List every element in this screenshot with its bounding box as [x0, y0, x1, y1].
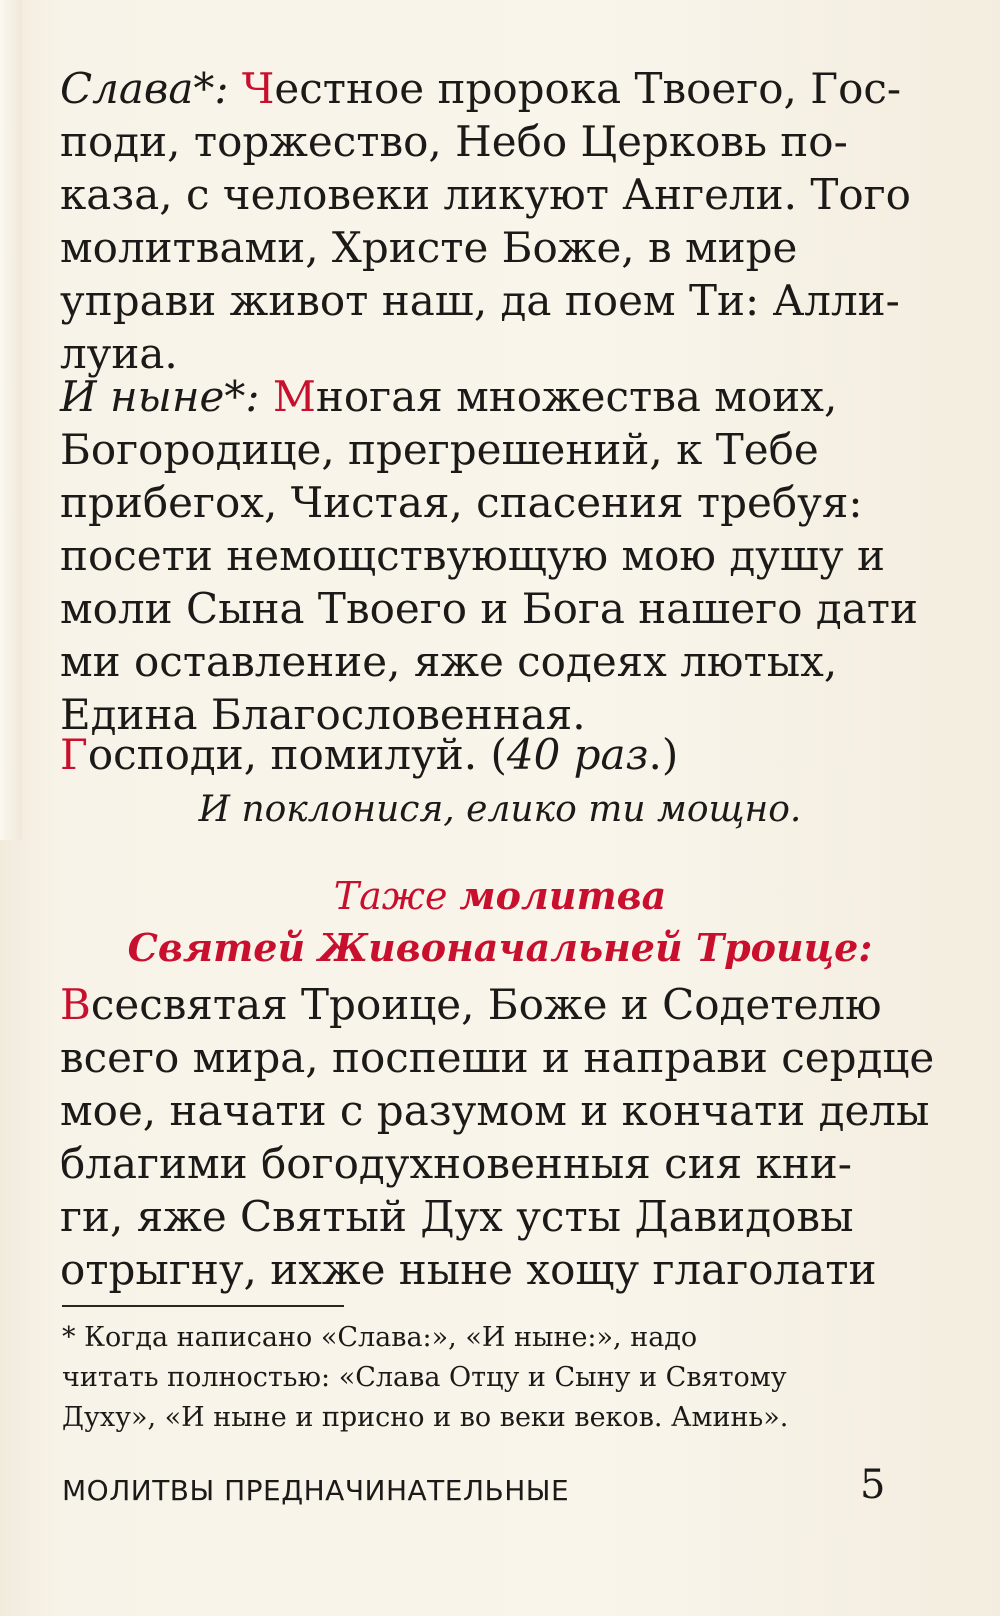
slava-label: Слава*: [60, 64, 229, 113]
slava-line-2: поди, торжество, Небо Церковь по- [60, 117, 848, 166]
repeat-count: 40 раз [506, 730, 649, 779]
trinity-line-4: благими богодухновенныя сия кни- [60, 1139, 852, 1188]
page-edge [0, 0, 22, 840]
slava-initial: Ч [241, 64, 275, 113]
footnote-line-2: читать полностью: «Слава Отцу и Сыну и Святому [62, 1362, 787, 1393]
footnote-line-3: Духу», «И ныне и присно и во веки веков. Аминь». [62, 1402, 789, 1433]
i-nyne-initial: М [272, 372, 316, 421]
heading-taje: Таже [333, 874, 448, 918]
i-nyne-line-7: Едина Благословенная. [60, 690, 586, 739]
footnote [62, 1318, 942, 1438]
i-nyne-line-1: И ныне*: Многая множества моих, [60, 372, 838, 421]
trinity-line-1: Всесвятая Троице, Боже и Содетелю [60, 980, 882, 1029]
trinity-prayer [60, 978, 940, 1296]
gospodi-pomiluy: Господи, помилуй. (40 раз.) [60, 730, 679, 779]
i-nyne-line-5: моли Сына Твоего и Бога нашего дати [60, 584, 918, 633]
slava-line-3: каза, с человеки ликуют Ангели. Того [60, 170, 911, 219]
i-nyne-line-6: ми оставление, яже содеях лютых, [60, 637, 838, 686]
slava-line-4: молитвами, Христе Боже, в мире [60, 223, 798, 272]
rubric-bow: И поклонися, елико ти мощно. [198, 789, 802, 830]
trinity-line-3: мое, начати с разумом и кончати делы [60, 1086, 930, 1135]
trinity-line-6: отрыгну, ихже ныне хощу глаголати [60, 1245, 877, 1294]
heading-molitva: молитва [459, 873, 667, 918]
slava-line-6: луиа. [60, 329, 178, 378]
i-nyne-line-4: посети немощствующую мою душу и [60, 531, 885, 580]
gospodi-initial: Г [60, 730, 88, 779]
i-nyne-line-3: прибегох, Чистая, спасения требуя: [60, 478, 863, 527]
slava-line-5: управи живот наш, да поем Ти: Алли- [60, 276, 900, 325]
trinity-line-2: всего мира, поспеши и направи сердце [60, 1033, 935, 1082]
footnote-line-1: * Когда написано «Слава:», «И ныне:», надо [62, 1322, 698, 1353]
prayer-heading-line-2: Святей Живоначальней Троице: [127, 925, 873, 970]
i-nyne-theotokion [60, 370, 940, 741]
trinity-initial: В [60, 980, 91, 1029]
i-nyne-label: И ныне*: [60, 372, 260, 421]
slava-troparion [60, 62, 940, 380]
page-number: 5 [860, 1462, 886, 1508]
prayer-heading-line-1 [60, 870, 940, 922]
running-title: МОЛИТВЫ ПРЕДНАЧИНАТЕЛЬНЫЕ [62, 1474, 570, 1507]
slava-line-1: Слава*: Честное пророка Твоего, Гос- [60, 64, 902, 113]
footnote-rule [62, 1305, 344, 1307]
i-nyne-line-2: Богородице, прегрешений, к Тебе [60, 425, 819, 474]
trinity-line-5: ги, яже Святый Дух усты Давидовы [60, 1192, 854, 1241]
